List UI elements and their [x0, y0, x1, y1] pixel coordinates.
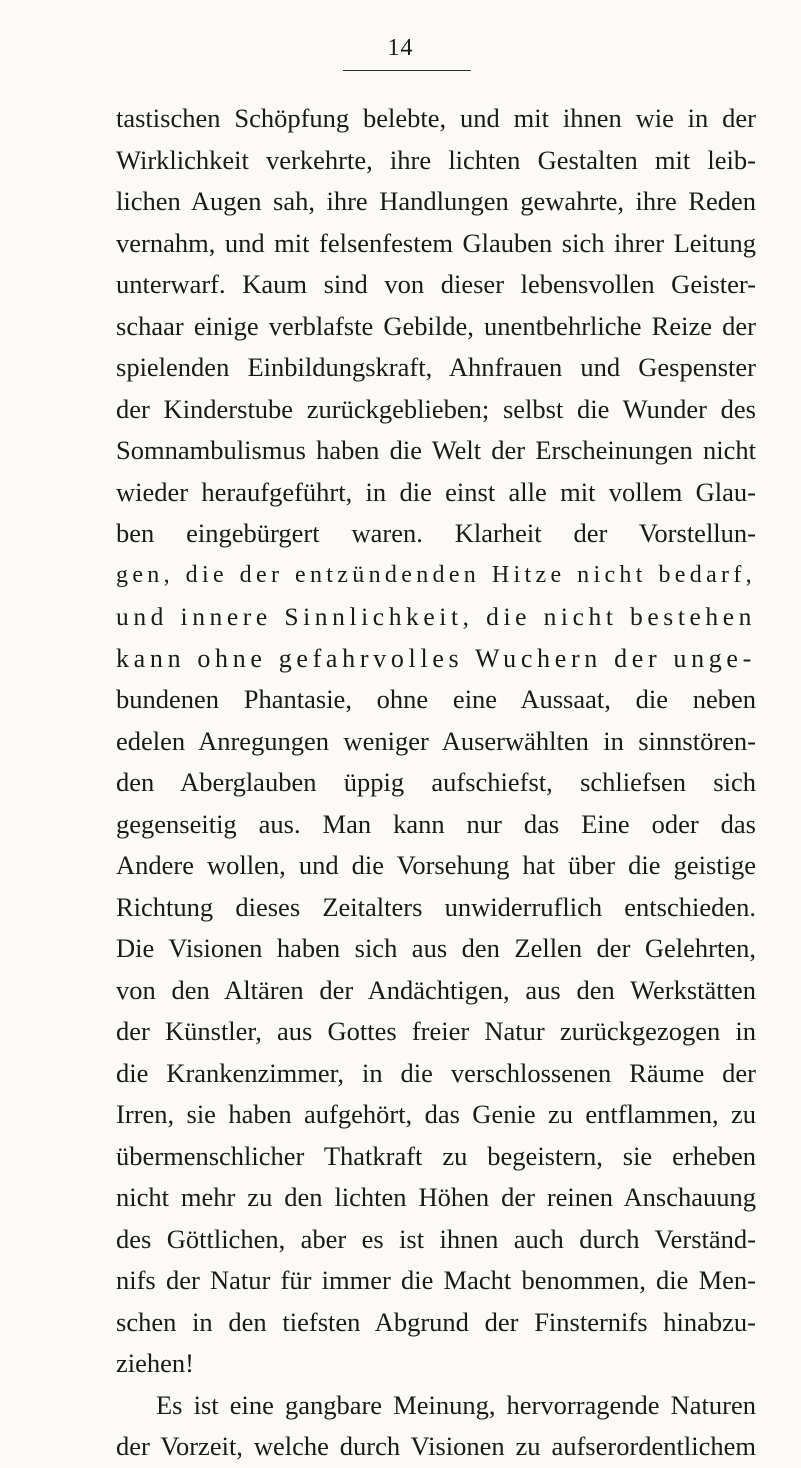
- text-line: die Krankenzimmer, in die verschlossenen Räume der: [116, 1057, 756, 1088]
- text-line: übermenschlicher Thatkraft zu begeistern, sie erheben: [116, 1140, 756, 1171]
- text-line: unterwarf. Kaum sind von dieser lebensvollen Geister-: [116, 269, 756, 299]
- text-line: von den Altären der Andächtigen, aus den Werkstätten: [116, 974, 756, 1005]
- text-line: gegenseitig aus. Man kann nur das Eine oder das: [116, 808, 756, 839]
- page-number: 14: [387, 35, 414, 61]
- text-line: bundenen Phantasie, ohne eine Aussaat, die neben: [116, 684, 756, 714]
- text-line: Richtung dieses Zeitalters unwiderruflich entschieden.: [116, 891, 756, 922]
- text-line: schen in den tiefsten Abgrund der Finsternifs hinabzu-: [116, 1306, 756, 1337]
- text-line: der Vorzeit, welche durch Visionen zu aufserordentlichem: [116, 1431, 756, 1461]
- text-line: wieder heraufgeführt, in die einst alle mit vollem Glau-: [116, 476, 756, 507]
- text-line: der Kinderstube zurückgeblieben; selbst die Wunder des: [116, 393, 756, 424]
- text-line: der Künstler, aus Gottes freier Natur zurückgezogen in: [116, 1016, 756, 1046]
- text-line: tastischen Schöpfung belebte, und mit ihnen wie in der: [116, 103, 756, 133]
- text-line: und innere Sinnlichkeit, die nicht bestehen: [116, 602, 756, 631]
- text-line: ben eingebürgert waren. Klarheit der Vorstellun-: [116, 518, 756, 548]
- text-line: Es ist eine gangbare Meinung, hervorragende Naturen: [156, 1389, 756, 1420]
- text-line: Wirklichkeit verkehrte, ihre lichten Gestalten mit leib-: [116, 144, 756, 175]
- text-line: Die Visionen haben sich aus den Zellen der Gelehrten,: [116, 933, 756, 963]
- text-line: ziehen!: [116, 1348, 194, 1378]
- text-line: Irren, sie haben aufgehört, das Genie zu entflammen, zu: [116, 1099, 756, 1129]
- text-line: nicht mehr zu den lichten Höhen der reinen Anschauung: [116, 1182, 756, 1212]
- text-line: spielenden Einbildungskraft, Ahnfrauen und Gespenster: [116, 352, 756, 382]
- text-line: lichen Augen sah, ihre Handlungen gewahrte, ihre Reden: [116, 186, 756, 216]
- text-line: edelen Anregungen weniger Auserwählten in sinnstören-: [116, 725, 756, 756]
- text-line: Somnambulismus haben die Welt der Erscheinungen nicht: [116, 435, 756, 465]
- header-rule: [343, 70, 471, 71]
- text-line: vernahm, und mit felsenfestem Glauben sich ihrer Leitung: [116, 227, 756, 258]
- text-line: des Göttlichen, aber es ist ihnen auch durch Verständ-: [116, 1223, 756, 1254]
- text-line: Andere wollen, und die Vorsehung hat über die geistige: [116, 850, 756, 880]
- text-line: nifs der Natur für immer die Macht benommen, die Men-: [116, 1265, 756, 1295]
- text-line: den Aberglauben üppig aufschiefst, schliefsen sich: [116, 767, 756, 797]
- text-line: gen, die der entzündenden Hitze nicht bedarf,: [116, 561, 756, 588]
- body-text: [116, 98, 756, 1468]
- text-line: kann ohne gefahrvolles Wuchern der unge-: [116, 643, 756, 673]
- text-line: schaar einige verblafste Gebilde, unentbehrliche Reize der: [116, 310, 756, 341]
